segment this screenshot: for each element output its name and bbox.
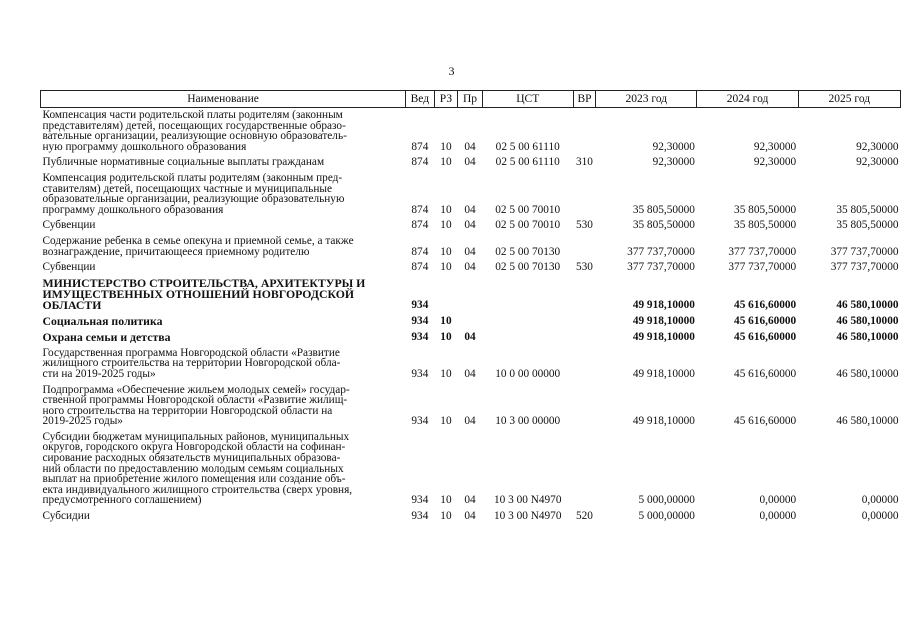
row-name-cell <box>41 428 406 507</box>
header-vr: ВР <box>573 91 595 108</box>
rz-cell: 10 <box>440 245 452 258</box>
amount-2023-cell: 49 918,10000 <box>632 415 695 428</box>
amount-2024-cell: 35 805,50000 <box>734 219 797 232</box>
ved-cell: 874 <box>411 219 429 232</box>
amount-2025-cell: 377 737,70000 <box>830 261 899 274</box>
row-name-cell <box>41 274 406 312</box>
vr-cell <box>573 312 595 328</box>
rz-cell: 10 <box>440 156 452 169</box>
pr-cell: 04 <box>464 140 476 153</box>
pr-cell: 04 <box>464 510 476 523</box>
header-cst: ЦСТ <box>482 91 573 108</box>
amount-2025-cell: 46 580,10000 <box>836 415 899 428</box>
rz-cell: 10 <box>440 261 452 274</box>
ved-cell: 874 <box>411 140 429 153</box>
cst-cell: 02 5 00 70010 <box>495 219 561 232</box>
pr-cell: 04 <box>464 415 476 428</box>
header-rz: РЗ <box>434 91 458 108</box>
amount-2024-cell: 377 737,70000 <box>728 261 797 274</box>
amount-2023-cell: 5 000,00000 <box>638 494 695 507</box>
table-row <box>41 274 901 312</box>
table-header-row <box>41 91 901 108</box>
amount-2024-cell: 45 616,60000 <box>734 299 797 312</box>
rz-cell: 10 <box>440 494 452 507</box>
header-ved: Вед <box>406 91 435 108</box>
pr-cell: 04 <box>464 494 476 507</box>
row-name-line: ного строительства на территории Новгородской области на <box>42 404 333 417</box>
row-name-cell <box>41 507 406 523</box>
row-name-line: ОБЛАСТИ <box>42 297 102 312</box>
row-name-cell <box>41 381 406 428</box>
header-2023: 2023 год <box>596 91 697 108</box>
amount-2024-cell: 377 737,70000 <box>728 245 797 258</box>
row-name-line: округов, городского округа Новгородской области на софинан- <box>42 441 346 454</box>
table-row <box>41 328 901 344</box>
budget-table <box>40 90 901 523</box>
header-2025: 2025 год <box>798 91 900 108</box>
ved-cell: 874 <box>411 261 429 274</box>
table-row <box>41 344 901 381</box>
row-name-line: ставителям) детей, посещающих частные и муниципальные <box>42 182 332 195</box>
ved-cell: 934 <box>411 315 429 328</box>
row-name-cell <box>41 153 406 169</box>
ved-cell: 934 <box>411 415 429 428</box>
rz-cell <box>434 274 458 312</box>
vr-cell: 530 <box>576 261 593 274</box>
cst-cell: 10 3 00 N4970 <box>494 494 562 507</box>
rz-cell: 10 <box>440 415 452 428</box>
row-name-line: сти на 2019-2025 годы» <box>42 367 156 380</box>
cst-cell: 10 3 00 00000 <box>495 415 561 428</box>
row-name-line: вательные организации, реализующие основную образователь- <box>42 130 347 143</box>
cst-cell: 10 3 00 N4970 <box>494 510 562 523</box>
row-name-line: образовательные организации, реализующие образовательную <box>42 193 345 206</box>
header-2024: 2024 год <box>697 91 798 108</box>
row-name-line: предусмотренного соглашением) <box>42 494 202 507</box>
amount-2024-cell: 45 616,60000 <box>734 367 797 380</box>
vr-cell: 520 <box>576 510 593 523</box>
row-name-line: Субвенции <box>42 261 96 274</box>
row-name-line: вознаграждение, причитающееся приемному родителю <box>42 245 310 258</box>
amount-2025-cell: 377 737,70000 <box>830 245 899 258</box>
row-name-line: Субсидии бюджетам муниципальных районов, муниципальных <box>42 430 350 443</box>
row-name-line: Государственная программа Новгородской области «Развитие <box>42 346 340 359</box>
amount-2025-cell: 46 580,10000 <box>836 315 899 328</box>
pr-cell <box>458 274 483 312</box>
amount-2023-cell: 92,30000 <box>652 140 695 153</box>
ved-cell: 874 <box>411 203 429 216</box>
amount-2023-cell: 92,30000 <box>652 156 695 169</box>
ved-cell: 934 <box>411 331 429 344</box>
amount-2023-cell: 377 737,70000 <box>627 245 695 258</box>
amount-2025-cell: 46 580,10000 <box>836 299 899 312</box>
row-name-cell <box>41 344 406 381</box>
row-name-line: ний области по предоставлению молодым семьям социальных <box>42 462 344 475</box>
table-row <box>41 153 901 169</box>
amount-2024-cell: 45 616,60000 <box>734 331 797 344</box>
vr-cell <box>573 108 595 154</box>
row-name-line: МИНИСТЕРСТВО СТРОИТЕЛЬСТВА, АРХИТЕКТУРЫ И <box>42 275 366 290</box>
page-number: 3 <box>448 64 455 78</box>
rz-cell: 10 <box>440 140 452 153</box>
amount-2024-cell: 92,30000 <box>753 140 797 153</box>
pr-cell: 04 <box>464 156 476 169</box>
vr-cell <box>573 381 595 428</box>
amount-2025-cell: 92,30000 <box>856 156 899 169</box>
row-name-cell <box>41 232 406 258</box>
cst-cell: 02 5 00 61110 <box>495 156 560 169</box>
row-name-line: 2019-2025 годы» <box>42 415 123 428</box>
vr-cell <box>573 274 595 312</box>
amount-2025-cell: 0,00000 <box>861 510 899 523</box>
amount-2023-cell: 5 000,00000 <box>638 510 695 523</box>
amount-2025-cell: 46 580,10000 <box>836 367 899 380</box>
table-row <box>41 428 901 507</box>
vr-cell <box>573 169 595 216</box>
table-row <box>41 258 901 274</box>
row-name-line: Подпрограмма «Обеспечение жильем молодых семей» государ- <box>42 383 350 396</box>
row-name-line: программу дошкольного образования <box>42 203 224 216</box>
cst-cell: 02 5 00 70010 <box>495 203 561 216</box>
pr-cell: 04 <box>464 203 476 216</box>
vr-cell <box>573 232 595 258</box>
row-name-line: представителям) детей, посещающих государственные образо- <box>42 119 346 132</box>
vr-cell: 530 <box>576 219 593 232</box>
row-name-cell <box>41 216 406 232</box>
table-row <box>41 108 901 154</box>
row-name-line: жилищного строительства на территории Новгородской обла- <box>42 357 341 370</box>
row-name-line: ИМУЩЕСТВЕННЫХ ОТНОШЕНИЙ НОВГОРОДСКОЙ <box>42 286 355 301</box>
row-name-line: Охрана семьи и детства <box>42 329 171 344</box>
amount-2023-cell: 49 918,10000 <box>632 331 695 344</box>
amount-2023-cell: 377 737,70000 <box>627 261 695 274</box>
amount-2023-cell: 49 918,10000 <box>632 315 695 328</box>
vr-cell <box>573 328 595 344</box>
amount-2024-cell: 0,00000 <box>759 494 797 507</box>
cst-cell <box>482 274 573 312</box>
amount-2025-cell: 0,00000 <box>861 494 899 507</box>
table-row <box>41 169 901 216</box>
ved-cell: 874 <box>411 245 429 258</box>
table-row <box>41 381 901 428</box>
cst-cell: 02 5 00 61110 <box>495 140 560 153</box>
rz-cell: 10 <box>440 219 452 232</box>
rz-cell: 10 <box>440 203 452 216</box>
amount-2025-cell: 35 805,50000 <box>836 219 899 232</box>
row-name-line: екта индивидуального жилищного строительства (сверх уровня, <box>42 483 353 496</box>
row-name-line: Субсидии <box>42 510 90 523</box>
row-name-line: Содержание ребенка в семье опекуна и приемной семье, а также <box>42 234 354 247</box>
table-body <box>41 108 901 523</box>
ved-cell: 874 <box>411 156 429 169</box>
vr-cell <box>573 428 595 507</box>
amount-2023-cell: 49 918,10000 <box>632 299 695 312</box>
pr-cell: 04 <box>464 219 476 232</box>
row-name-line: сирование расходных обязательств муниципальных образова- <box>42 452 341 465</box>
rz-cell: 10 <box>440 315 452 328</box>
rz-cell: 10 <box>440 331 452 344</box>
amount-2024-cell: 35 805,50000 <box>734 203 797 216</box>
amount-2025-cell: 46 580,10000 <box>836 331 899 344</box>
pr-cell: 04 <box>464 245 476 258</box>
row-name-line: Субвенции <box>42 219 96 232</box>
row-name-cell <box>41 312 406 328</box>
cst-cell: 02 5 00 70130 <box>495 245 561 258</box>
vr-cell: 310 <box>576 156 593 169</box>
table-row <box>41 507 901 523</box>
amount-2024-cell: 0,00000 <box>759 510 797 523</box>
ved-cell: 934 <box>411 494 429 507</box>
amount-2024-cell: 45 616,60000 <box>734 415 797 428</box>
row-name-cell <box>41 258 406 274</box>
table-row <box>41 216 901 232</box>
amount-2025-cell: 35 805,50000 <box>836 203 899 216</box>
amount-2025-cell: 92,30000 <box>856 140 899 153</box>
row-name-line: ную программу дошкольного образования <box>42 140 247 153</box>
amount-2023-cell: 35 805,50000 <box>632 203 695 216</box>
row-name-cell <box>41 328 406 344</box>
vr-cell <box>573 344 595 381</box>
row-name-line: Компенсация родительской платы родителям (законным пред- <box>42 171 343 184</box>
row-name-line: Социальная политика <box>42 313 163 328</box>
pr-cell: 04 <box>464 331 476 344</box>
ved-cell: 934 <box>411 367 429 380</box>
rz-cell: 10 <box>440 510 452 523</box>
pr-cell <box>458 312 483 328</box>
cst-cell <box>482 328 573 344</box>
row-name-cell <box>41 108 406 154</box>
cst-cell <box>482 312 573 328</box>
row-name-line: ственной программы Новгородской области «Развитие жилищ- <box>42 394 348 407</box>
row-name-cell <box>41 169 406 216</box>
amount-2023-cell: 49 918,10000 <box>632 367 695 380</box>
pr-cell: 04 <box>464 367 476 380</box>
ved-cell: 934 <box>411 510 429 523</box>
amount-2023-cell: 35 805,50000 <box>632 219 695 232</box>
cst-cell: 10 0 00 00000 <box>495 367 561 380</box>
cst-cell: 02 5 00 70130 <box>495 261 561 274</box>
pr-cell: 04 <box>464 261 476 274</box>
header-pr: Пр <box>458 91 483 108</box>
ved-cell: 934 <box>411 299 429 312</box>
table-row <box>41 312 901 328</box>
rz-cell: 10 <box>440 367 452 380</box>
amount-2024-cell: 45 616,60000 <box>734 315 797 328</box>
header-name: Наименование <box>41 91 406 108</box>
row-name-line: Публичные нормативные социальные выплаты гражданам <box>42 156 325 169</box>
row-name-line: выплат на приобретение жилого помещения или создание объ- <box>42 473 346 486</box>
row-name-line: Компенсация части родительской платы родителям (законным <box>42 109 343 121</box>
table-row <box>41 232 901 258</box>
amount-2024-cell: 92,30000 <box>753 156 797 169</box>
